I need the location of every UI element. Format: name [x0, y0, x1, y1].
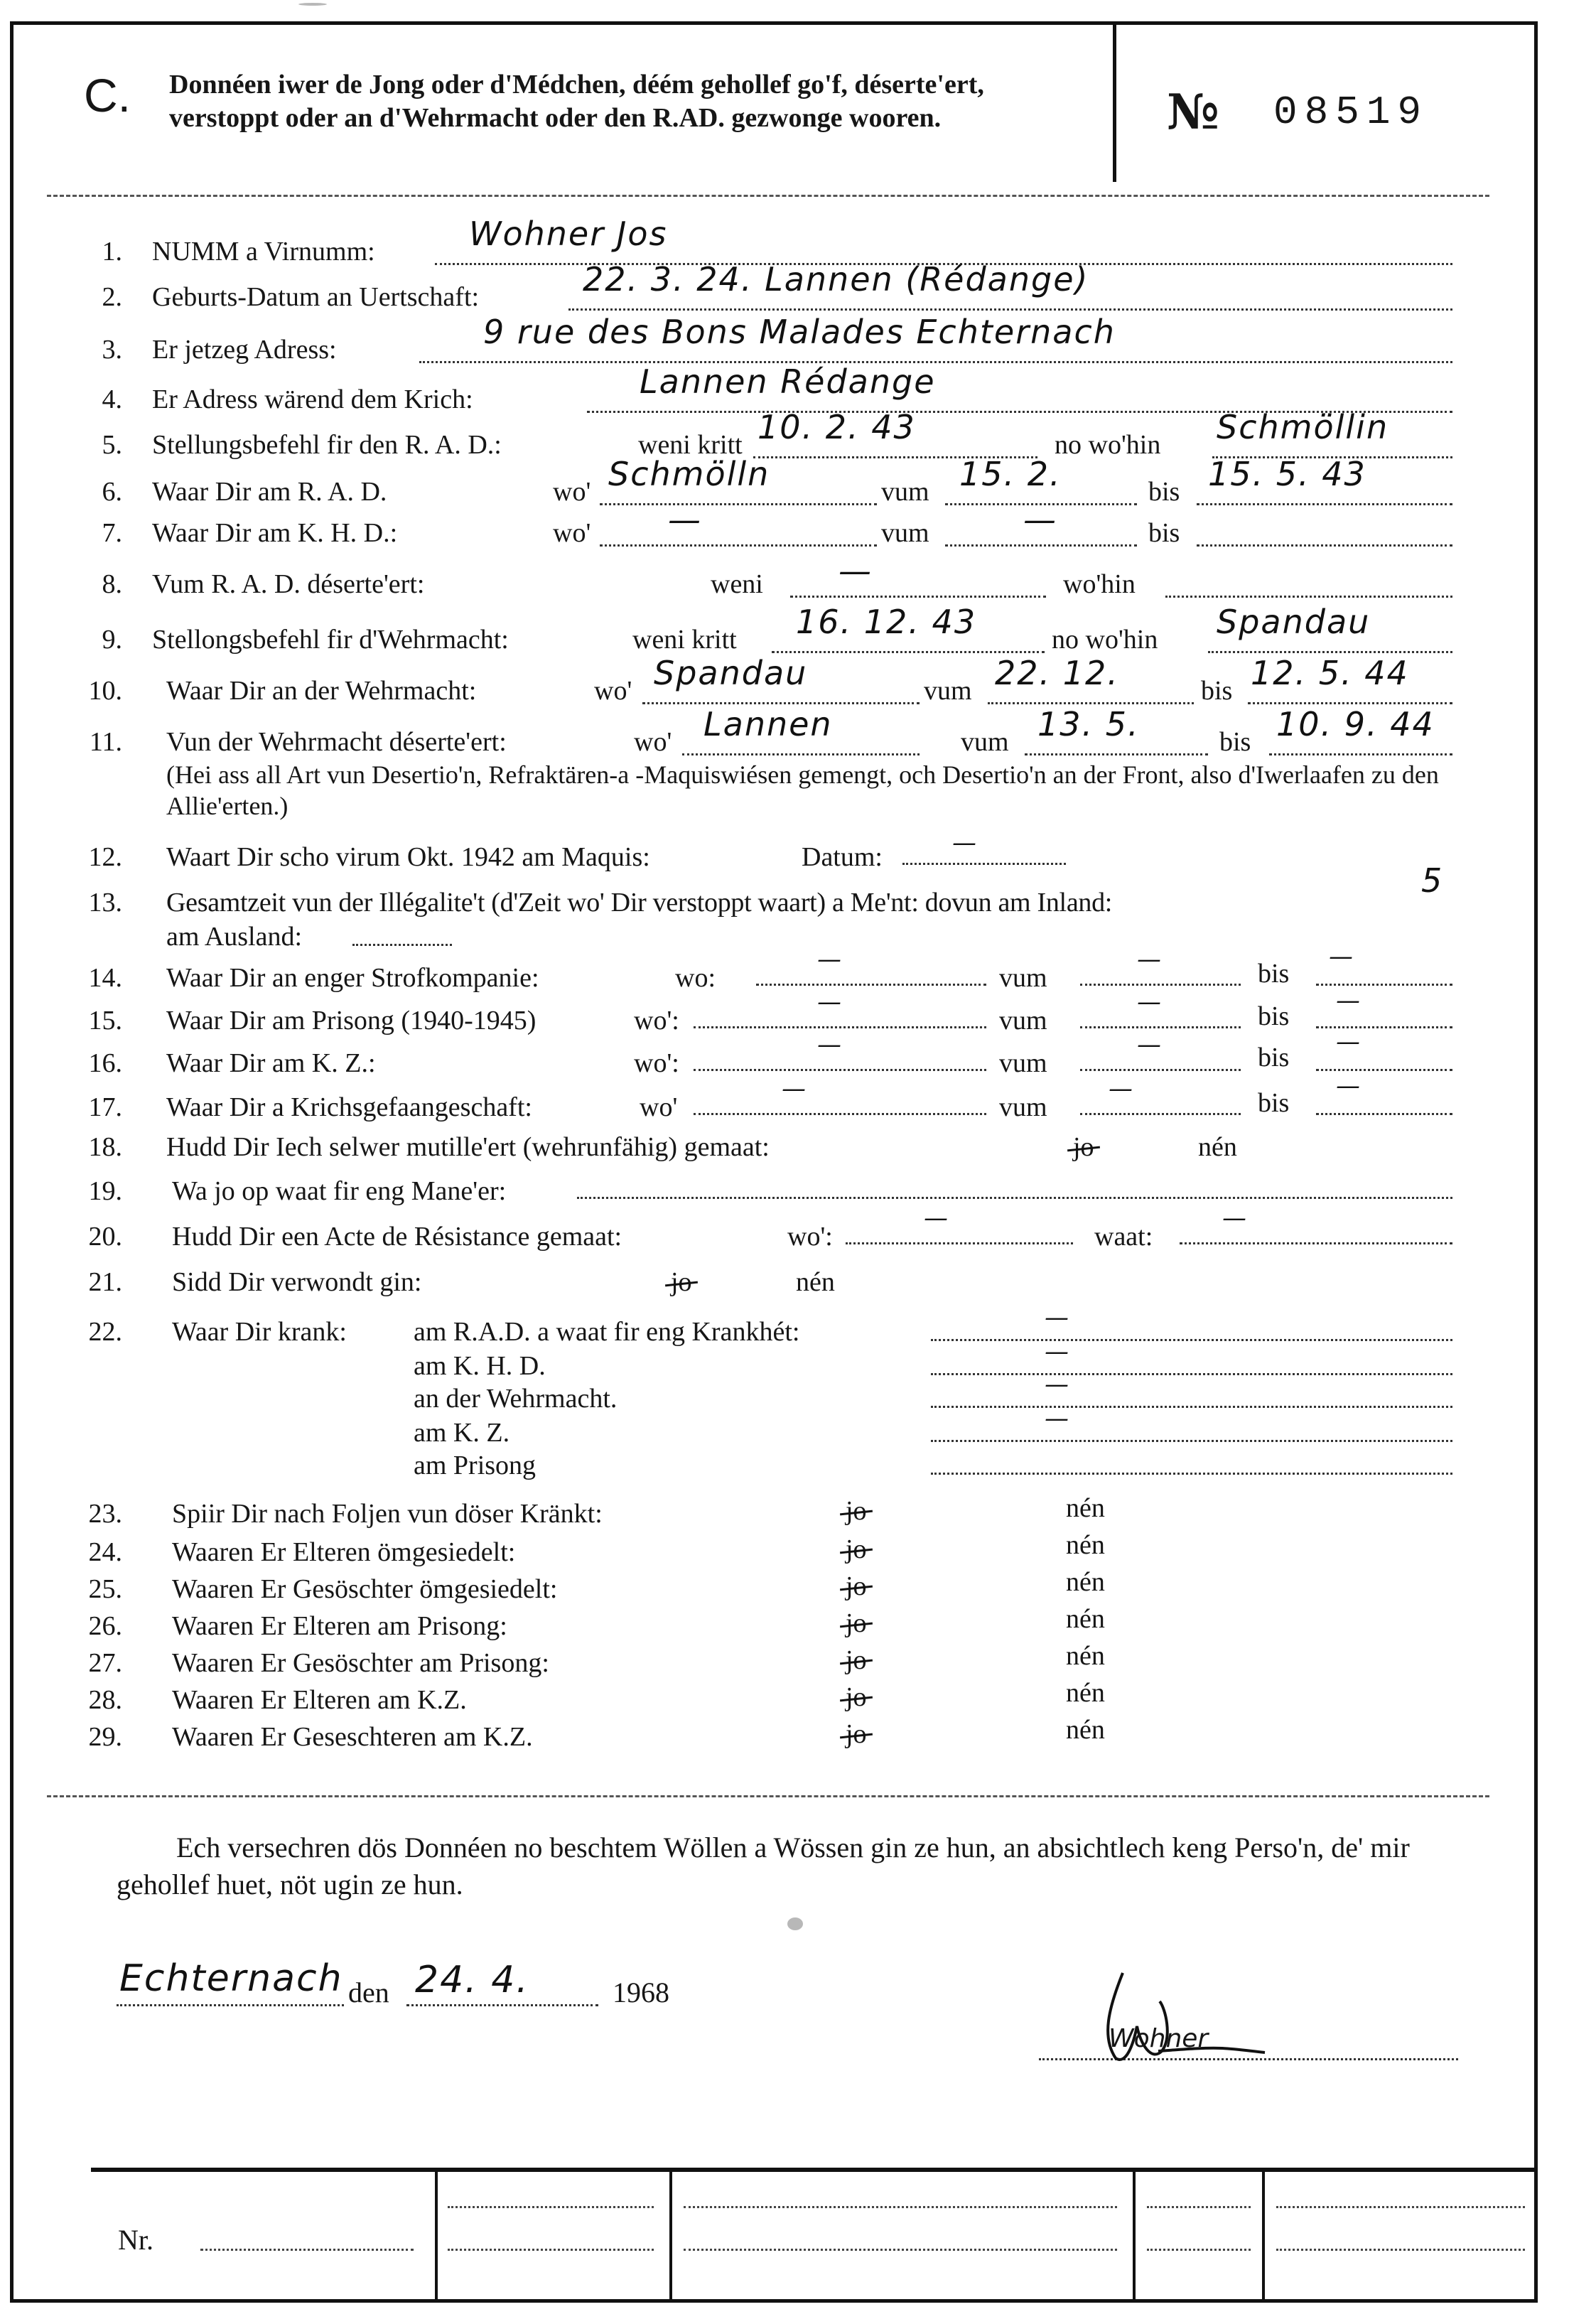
- field-label: Gesamtzeit vun der Illégalite't (d'Zeit wo' Dir verstoppt waart) a Me'nt: dovun am Inland:: [166, 888, 1113, 918]
- cell-dotted-line: [684, 2249, 1117, 2251]
- dotted-line: [577, 1197, 1452, 1199]
- header-divider: [1113, 21, 1116, 182]
- field-label: Spiir Dir nach Foljen vun döser Kränkt:: [172, 1499, 603, 1529]
- item-number: 8.: [102, 569, 122, 599]
- field-label: Wa jo op waat fir eng Mane'er:: [172, 1176, 507, 1206]
- dotted-line: [1080, 1069, 1241, 1071]
- dotted-line: [1316, 1113, 1452, 1115]
- wo-label: wo': [594, 676, 632, 706]
- datum-label: Datum:: [802, 842, 883, 872]
- item-number: 18.: [88, 1132, 122, 1162]
- vum-label: vum: [881, 518, 929, 548]
- dotted-line: [1025, 753, 1208, 755]
- answer-nen[interactable]: nén: [1066, 1641, 1105, 1671]
- rad-to[interactable]: 15. 5. 43: [1208, 455, 1366, 493]
- answer-nen[interactable]: nén: [1066, 1604, 1105, 1634]
- item-number: 11.: [89, 727, 122, 757]
- item-number: 1.: [102, 237, 122, 267]
- vum-label: vum: [999, 1048, 1047, 1078]
- bis-label: bis: [1219, 727, 1251, 757]
- footer-col-divider: [435, 2168, 438, 2303]
- den-label: den: [348, 1976, 389, 2008]
- pow-to[interactable]: —: [1336, 1072, 1362, 1100]
- dotted-line: [772, 651, 1045, 653]
- dotted-line: [1080, 1026, 1241, 1028]
- strafkompanie-to[interactable]: —: [1329, 942, 1354, 971]
- sub-label: am K. H. D.: [414, 1351, 546, 1381]
- sick-rad[interactable]: —: [1045, 1303, 1070, 1332]
- dotted-line: [568, 308, 1452, 311]
- dotted-line: [931, 1339, 1452, 1341]
- field-label: NUMM a Virnumm:: [152, 237, 375, 267]
- item-number: 23.: [88, 1499, 122, 1529]
- answer-jo-struck[interactable]: jo: [846, 1496, 867, 1526]
- field-label: Waar Dir am K. Z.:: [166, 1048, 376, 1078]
- answer-jo-struck[interactable]: jo: [846, 1645, 867, 1675]
- dotted-line: [1080, 1113, 1241, 1115]
- bis-label: bis: [1258, 959, 1290, 989]
- dotted-line: [1080, 984, 1241, 986]
- dotted-line: [1316, 1069, 1452, 1071]
- item-number: 21.: [88, 1267, 122, 1297]
- bis-label: bis: [1258, 1043, 1290, 1072]
- dotted-line: [988, 702, 1194, 704]
- nr-dotted-line: [200, 2249, 414, 2251]
- footer-rule: [91, 2168, 1538, 2172]
- kz-from[interactable]: —: [1137, 1031, 1163, 1059]
- vum-label: vum: [924, 676, 972, 706]
- bis-label: bis: [1148, 518, 1180, 548]
- vum-label: vum: [881, 477, 929, 507]
- item-number: 17.: [88, 1092, 122, 1122]
- item-number: 14.: [88, 963, 122, 993]
- wohin-label: no wo'hin: [1055, 430, 1161, 460]
- wohin-label: wo'hin: [1063, 569, 1136, 599]
- item-number: 10.: [88, 676, 122, 706]
- item-number: 28.: [88, 1685, 122, 1715]
- dotted-line: [694, 1113, 986, 1115]
- dotted-line: [790, 596, 1046, 598]
- item-number: 19.: [88, 1176, 122, 1206]
- dotted-line: [682, 753, 920, 755]
- field-label: Waaren Er Elteren am Prisong:: [172, 1611, 507, 1641]
- rad-place[interactable]: Schmölln: [608, 455, 770, 493]
- field-label: Vun der Wehrmacht déserte'ert:: [166, 727, 507, 757]
- wo-label: wo': [553, 477, 591, 507]
- item-number: 15.: [88, 1006, 122, 1035]
- rad-from[interactable]: 15. 2.: [959, 455, 1062, 493]
- answer-nen[interactable]: nén: [1066, 1567, 1105, 1597]
- answer-jo-struck[interactable]: jo: [1073, 1132, 1094, 1162]
- dotted-line: [931, 1473, 1452, 1475]
- field-label: Waart Dir scho virum Okt. 1942 am Maquis:: [166, 842, 650, 872]
- wo-label: wo':: [634, 1006, 679, 1035]
- place-value[interactable]: Echternach: [119, 1957, 343, 2000]
- field-label: Waar Dir krank:: [172, 1317, 347, 1347]
- field-label: Hudd Dir Iech selwer mutille'ert (wehrunfähig) gemaat:: [166, 1132, 770, 1162]
- ausland-label: am Ausland:: [166, 922, 303, 952]
- item-number: 7.: [102, 518, 122, 548]
- field-label: Waaren Er Elteren ömgesiedelt:: [172, 1537, 516, 1567]
- sub-label: an der Wehrmacht.: [414, 1384, 618, 1414]
- item-number: 16.: [88, 1048, 122, 1078]
- field-label: Stellungsbefehl fir den R. A. D.:: [152, 430, 502, 460]
- scan-speck: [298, 3, 327, 6]
- weni-label: weni kritt: [638, 430, 743, 460]
- section-rule: [47, 1795, 1489, 1797]
- cell-dotted-line: [684, 2206, 1117, 2208]
- bis-label: bis: [1148, 477, 1180, 507]
- form-title: Donnéen iwer de Jong oder d'Médchen, déém gehollef go'f, déserte'ert, verstoppt oder an d'Wehrmacht oder den R.AD. gezwonge wooren.: [169, 70, 984, 133]
- vum-label: vum: [999, 1006, 1047, 1035]
- weni-label: weni: [711, 569, 763, 599]
- footer-col-divider: [1133, 2168, 1136, 2303]
- dotted-line: [931, 1440, 1452, 1442]
- prison-from[interactable]: —: [1137, 988, 1163, 1016]
- field-label: Geburts-Datum an Uertschaft:: [152, 282, 480, 312]
- dotted-line: [1180, 1242, 1452, 1244]
- dotted-line: [931, 1373, 1452, 1375]
- dotted-line: [1197, 544, 1452, 547]
- cell-dotted-line: [1276, 2249, 1525, 2251]
- field-label: Waaren Er Gesöschter am Prisong:: [172, 1648, 549, 1678]
- field-label: Sidd Dir verwondt gin:: [172, 1267, 422, 1297]
- inland-months[interactable]: 5: [1421, 861, 1444, 900]
- vum-label: vum: [999, 1092, 1047, 1122]
- sub-label: am K. Z.: [414, 1418, 510, 1448]
- year-value: 1968: [613, 1976, 669, 2008]
- dotted-line: [756, 984, 986, 986]
- item-number: 24.: [88, 1537, 122, 1567]
- item-number: 25.: [88, 1574, 122, 1604]
- desert-to[interactable]: 10. 9. 44: [1276, 705, 1435, 743]
- field-label: Hudd Dir een Acte de Résistance gemaat:: [172, 1222, 622, 1252]
- answer-jo-struck[interactable]: jo: [846, 1682, 867, 1712]
- dotted-line: [600, 544, 877, 547]
- rad-desert-date[interactable]: —: [839, 552, 873, 590]
- khd-place[interactable]: —: [668, 500, 702, 539]
- pow-place[interactable]: —: [782, 1075, 807, 1103]
- item-number: 20.: [88, 1222, 122, 1252]
- dotted-line: [642, 702, 920, 704]
- item-number: 12.: [88, 842, 122, 872]
- bis-label: bis: [1201, 676, 1233, 706]
- field-label: Waar Dir am Prisong (1940-1945): [166, 1006, 537, 1035]
- wo-label: wo': [553, 518, 591, 548]
- dotted-line: [846, 1242, 1073, 1244]
- dotted-line: [117, 2004, 344, 2006]
- resistance-what[interactable]: —: [1222, 1204, 1248, 1232]
- item-number: 27.: [88, 1648, 122, 1678]
- field-label: Waar Dir a Krichsgefaangeschaft:: [166, 1092, 532, 1122]
- dotted-line: [902, 863, 1066, 865]
- signature-name: Wohner: [1109, 2024, 1209, 2053]
- desertion-note: (Hei ass all Art vun Desertio'n, Refraktären-a -Maquiswiésen gemengt, och Desertio'n an der Front, also d'Iwerlaafen zu den Allie'erten.): [166, 760, 1439, 820]
- declaration-text: Ech versechren dös Donnéen no beschtem Wöllen a Wössen gin ze hun, an absichtlech keng Perso'n, de' mir gehollef huet, nöt ugin ze hun.: [117, 1831, 1410, 1900]
- bis-label: bis: [1258, 1088, 1290, 1118]
- cell-dotted-line: [1147, 2206, 1251, 2208]
- field-label: Waar Dir am R. A. D.: [152, 477, 387, 507]
- answer-jo-struck[interactable]: jo: [846, 1534, 867, 1564]
- sick-khd[interactable]: —: [1045, 1338, 1070, 1366]
- wo-label: wo': [640, 1092, 678, 1122]
- item-number: 29.: [88, 1722, 122, 1752]
- answer-nen[interactable]: nén: [1198, 1132, 1237, 1162]
- dotted-line: [694, 1069, 986, 1071]
- pow-from[interactable]: —: [1109, 1075, 1134, 1103]
- item-number: 9.: [102, 625, 122, 655]
- birth-value[interactable]: 22. 3. 24. Lannen (Rédange): [583, 260, 1089, 298]
- desert-place[interactable]: Lannen: [703, 705, 833, 743]
- footer-col-divider: [1262, 2168, 1265, 2303]
- wehrmacht-to[interactable]: 12. 5. 44: [1251, 654, 1409, 692]
- wo-label: wo':: [787, 1222, 833, 1252]
- nr-label: Nr.: [118, 2224, 153, 2256]
- war-address-value[interactable]: Lannen Rédange: [640, 362, 936, 401]
- cell-dotted-line: [448, 2206, 654, 2208]
- dotted-line: [1316, 984, 1452, 986]
- sick-wehrmacht[interactable]: —: [1045, 1370, 1070, 1399]
- khd-from[interactable]: —: [1023, 500, 1057, 539]
- rad-order-place[interactable]: Schmöllin: [1217, 408, 1389, 446]
- wo-label: wo:: [675, 963, 716, 993]
- dotted-line: [419, 361, 1452, 363]
- maquis-date[interactable]: —: [952, 829, 978, 857]
- field-label: Vum R. A. D. déserte'ert:: [152, 569, 425, 599]
- sub-label: am Prisong: [414, 1451, 537, 1480]
- wehrmacht-from[interactable]: 22. 12.: [995, 654, 1119, 692]
- wehrmacht-place[interactable]: Spandau: [654, 654, 808, 692]
- dotted-line: [352, 944, 452, 946]
- prison-to[interactable]: —: [1336, 986, 1362, 1015]
- answer-jo-struck[interactable]: jo: [846, 1719, 867, 1749]
- cell-dotted-line: [448, 2249, 654, 2251]
- kz-to[interactable]: —: [1336, 1028, 1362, 1056]
- wohin-label: no wo'hin: [1052, 625, 1158, 655]
- dotted-line: [406, 2004, 598, 2006]
- name-value[interactable]: Wohner Jos: [469, 215, 668, 253]
- dotted-line: [1165, 596, 1452, 598]
- wo-label: wo':: [634, 1048, 679, 1078]
- field-label: Waar Dir an enger Strofkompanie:: [166, 963, 539, 993]
- vum-label: vum: [961, 727, 1009, 757]
- scan-speck: [787, 1917, 803, 1930]
- item-number: 26.: [88, 1611, 122, 1641]
- answer-nen[interactable]: nén: [796, 1267, 835, 1297]
- item-number: 2.: [102, 282, 122, 312]
- date-value[interactable]: 24. 4.: [415, 1959, 529, 2001]
- rad-order-date[interactable]: 10. 2. 43: [757, 408, 916, 446]
- item-number: 5.: [102, 430, 122, 460]
- field-label: Er jetzeg Adress:: [152, 335, 337, 365]
- answer-nen[interactable]: nén: [1066, 1678, 1105, 1708]
- dotted-line: [1269, 753, 1452, 755]
- item-number: 13.: [88, 888, 122, 918]
- dotted-line: [945, 544, 1137, 547]
- field-label: Waaren Er Elteren am K.Z.: [172, 1685, 467, 1715]
- field-label: Er Adress wärend dem Krich:: [152, 384, 473, 414]
- field-label: Waaren Er Geseschteren am K.Z.: [172, 1722, 533, 1752]
- dotted-line: [1208, 651, 1452, 653]
- waat-label: waat:: [1094, 1222, 1153, 1252]
- address-value[interactable]: 9 rue des Bons Malades Echternach: [483, 313, 1116, 351]
- desert-from[interactable]: 13. 5.: [1037, 705, 1140, 743]
- answer-nen[interactable]: nén: [1066, 1530, 1105, 1560]
- answer-jo-struck[interactable]: jo: [671, 1267, 692, 1297]
- item-number: 3.: [102, 335, 122, 365]
- cell-dotted-line: [1147, 2249, 1251, 2251]
- sick-kz[interactable]: —: [1045, 1404, 1070, 1433]
- dotted-line: [931, 1406, 1452, 1408]
- header-rule: [47, 195, 1489, 197]
- item-number: 4.: [102, 384, 122, 414]
- weni-label: weni kritt: [632, 625, 737, 655]
- field-label: Waaren Er Gesöschter ömgesiedelt:: [172, 1574, 558, 1604]
- prison-place[interactable]: —: [817, 988, 843, 1016]
- answer-nen[interactable]: nén: [1066, 1493, 1105, 1523]
- resistance-place[interactable]: —: [924, 1204, 949, 1232]
- strafkompanie-from[interactable]: —: [1137, 945, 1163, 974]
- field-label: Stellongsbefehl fir d'Wehrmacht:: [152, 625, 509, 655]
- dotted-line: [694, 1026, 986, 1028]
- dotted-line: [1197, 503, 1452, 505]
- number-sign: №: [1167, 84, 1219, 141]
- answer-jo-struck[interactable]: jo: [846, 1571, 867, 1601]
- strafkompanie-place[interactable]: —: [817, 945, 843, 974]
- wehrmacht-order-date[interactable]: 16. 12. 43: [796, 603, 977, 641]
- vum-label: vum: [999, 963, 1047, 993]
- bis-label: bis: [1258, 1001, 1290, 1031]
- cell-dotted-line: [1276, 2206, 1525, 2208]
- dotted-line: [1248, 702, 1452, 704]
- footer-col-divider: [669, 2168, 672, 2303]
- field-label: Waar Dir an der Wehrmacht:: [166, 676, 477, 706]
- wehrmacht-order-place[interactable]: Spandau: [1217, 603, 1371, 641]
- sub-label: am R.A.D. a waat fir eng Krankhét:: [414, 1317, 800, 1347]
- form-number: 08519: [1273, 90, 1429, 135]
- section-letter: C.: [84, 69, 131, 122]
- answer-nen[interactable]: nén: [1066, 1715, 1105, 1745]
- kz-place[interactable]: —: [817, 1031, 843, 1059]
- dotted-line: [600, 503, 877, 505]
- item-number: 22.: [88, 1317, 122, 1347]
- field-label: Waar Dir am K. H. D.:: [152, 518, 398, 548]
- answer-jo-struck[interactable]: jo: [846, 1608, 867, 1638]
- wo-label: wo': [634, 727, 672, 757]
- item-number: 6.: [102, 477, 122, 507]
